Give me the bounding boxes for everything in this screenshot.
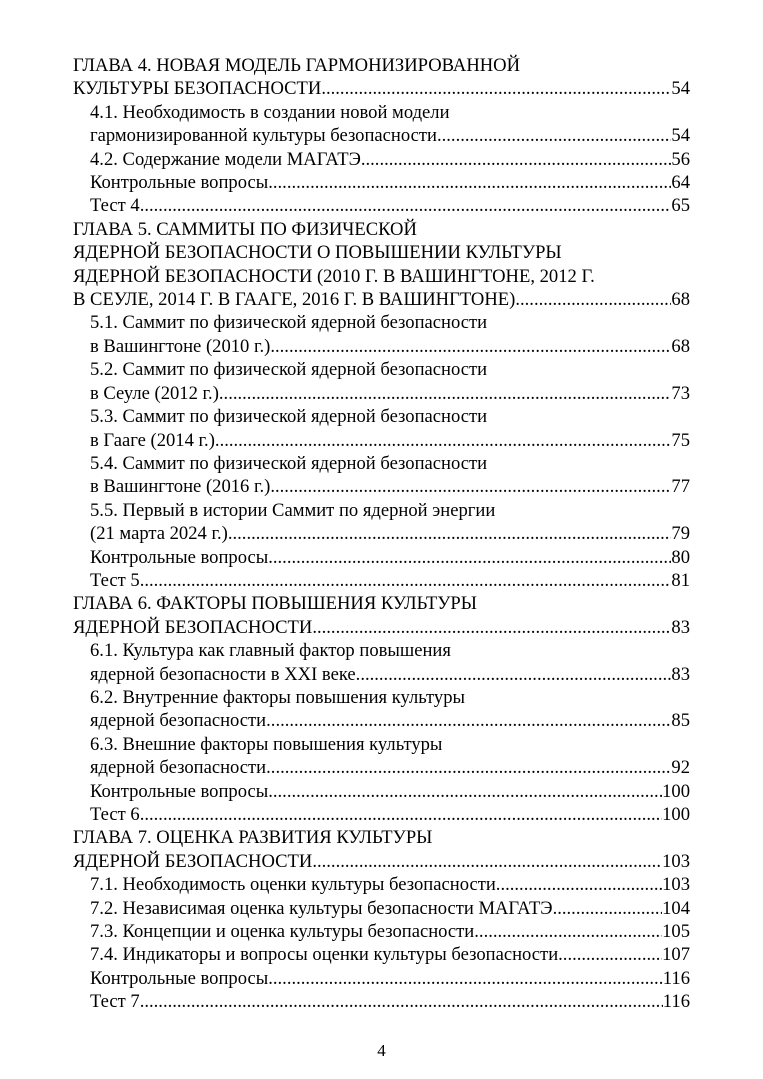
toc-entry-title-line: 5.3. Саммит по физической ядерной безопасности <box>90 406 488 428</box>
toc-entry-title-line: Тест 7 <box>90 991 140 1013</box>
toc-entry-title-line: КУЛЬТУРЫ БЕЗОПАСНОСТИ <box>73 78 322 100</box>
toc-entry-title-line: ЯДЕРНОЙ БЕЗОПАСНОСТИ (2010 Г. В ВАШИНГТОНЕ, 2012 Г. <box>73 265 595 287</box>
toc-chapter-entry <box>73 826 690 873</box>
toc-entry-title-line: ГЛАВА 4. НОВАЯ МОДЕЛЬ ГАРМОНИЗИРОВАННОЙ <box>73 55 521 76</box>
toc-entry-title-line: 5.2. Саммит по физической ядерной безопасности <box>90 359 488 381</box>
toc-page-number: 64 <box>671 172 690 194</box>
toc-section-entry <box>73 897 690 920</box>
dot-leader <box>266 709 671 732</box>
page-number: 4 <box>377 1041 386 1060</box>
toc-page-number: 75 <box>671 429 690 451</box>
toc-entry-title-line: 4.1. Необходимость в создании новой модели <box>90 101 450 123</box>
toc-entry-last-line <box>90 990 690 1013</box>
toc-entry-title-line: 5.1. Саммит по физической ядерной безопасности <box>90 312 488 334</box>
dot-leader <box>515 288 671 311</box>
toc-page-number: 77 <box>671 476 690 498</box>
dot-leader <box>268 780 662 803</box>
toc-entry-title-line: Контрольные вопросы <box>90 967 269 989</box>
dot-leader <box>140 194 672 217</box>
toc-section-entry <box>73 967 690 990</box>
toc-entry-last-line <box>90 522 690 545</box>
toc-chapter-entry <box>73 54 690 101</box>
toc-page-number: 92 <box>671 757 690 779</box>
toc-page-number: 54 <box>671 78 690 100</box>
toc-entry-last-line <box>90 546 690 569</box>
toc-page-number: 83 <box>671 616 690 638</box>
dot-leader <box>553 897 663 920</box>
dot-leader <box>268 967 663 990</box>
dot-leader <box>270 335 671 358</box>
toc-entry-last-line <box>90 194 690 217</box>
toc-entry-title-line: Контрольные вопросы <box>90 546 269 568</box>
toc-entry-last-line <box>90 171 690 194</box>
dot-leader <box>558 943 662 966</box>
toc-entry-last-line <box>90 897 690 920</box>
toc-page-number: 65 <box>671 195 690 217</box>
toc-section-entry <box>73 873 690 896</box>
toc-page-number: 81 <box>671 569 690 591</box>
toc-entry-title-line: Тест 6 <box>90 804 140 825</box>
dot-leader <box>228 522 672 545</box>
dot-leader <box>270 475 671 498</box>
toc-entry-last-line <box>90 756 690 779</box>
toc-section-entry <box>73 101 690 148</box>
toc-entry-title-line: 6.1. Культура как главный фактор повышения <box>90 640 451 662</box>
dot-leader <box>312 850 662 873</box>
toc-entry-title-line: ГЛАВА 5. САММИТЫ ПО ФИЗИЧЕСКОЙ <box>73 218 417 240</box>
toc-entry-title-line: В СЕУЛЕ, 2014 Г. В ГААГЕ, 2016 Г. В ВАШИНГТОНЕ) <box>73 289 516 311</box>
toc-entry-title-line: ядерной безопасности в XXI веке. <box>90 663 361 685</box>
toc-entry-last-line <box>90 709 690 732</box>
toc-section-entry <box>73 405 690 452</box>
dot-leader <box>140 569 672 592</box>
toc-entry-last-line <box>73 616 690 639</box>
toc-page-number: 105 <box>662 921 690 943</box>
toc-entry-title-line: Тест 4 <box>90 195 140 217</box>
toc-entry-title-line: Тест 5 <box>90 569 140 591</box>
toc-entry-title-line: 7.1. Необходимость оценки культуры безопасности <box>90 874 496 896</box>
toc-entry-last-line <box>90 967 690 990</box>
toc-page-number: 73 <box>671 382 690 404</box>
toc-entry-last-line <box>73 77 690 100</box>
toc-entry-last-line <box>90 335 690 358</box>
toc-entry-title-line: 5.5. Первый в истории Саммит по ядерной энергии <box>90 499 496 521</box>
toc-entry-title-line: ЯДЕРНОЙ БЕЗОПАСНОСТИ <box>73 850 313 872</box>
toc-chapter-entry <box>73 218 690 312</box>
toc-section-entry <box>73 686 690 733</box>
dot-leader <box>268 171 671 194</box>
toc-page-number: 103 <box>662 850 690 872</box>
toc-section-entry <box>73 733 690 780</box>
toc-section-entry <box>73 920 690 943</box>
toc-page-number: 103 <box>662 874 690 896</box>
toc-entry-last-line <box>73 288 690 311</box>
toc-page-number: 116 <box>662 967 690 989</box>
dot-leader <box>140 990 663 1013</box>
dot-leader <box>268 546 671 569</box>
toc-page-number: 85 <box>671 710 690 732</box>
toc-entry-title-line: ЯДЕРНОЙ БЕЗОПАСНОСТИ <box>73 616 313 638</box>
toc-page-number: 79 <box>671 523 690 545</box>
toc-page-number: 68 <box>671 335 690 357</box>
toc-entry-title-line: гармонизированной культуры безопасности <box>90 125 437 147</box>
toc-entry-title-line: ЯДЕРНОЙ БЕЗОПАСНОСТИ О ПОВЫШЕНИИ КУЛЬТУРЫ <box>73 242 562 264</box>
table-of-contents <box>73 54 690 1014</box>
toc-entry-title-line: в Сеуле (2012 г.) <box>90 382 219 404</box>
toc-entry-title-line: (21 марта 2024 г.) <box>90 523 228 545</box>
toc-entry-last-line <box>90 803 690 826</box>
toc-entry-title-line: 7.2. Независимая оценка культуры безопасности МАГАТЭ <box>90 897 553 919</box>
toc-entry-last-line <box>90 124 690 147</box>
toc-section-entry <box>73 569 690 592</box>
toc-entry-title-line: Контрольные вопросы <box>90 172 269 194</box>
toc-entry-title-line: ядерной безопасности <box>90 757 267 779</box>
toc-section-entry <box>73 194 690 217</box>
toc-entry-last-line <box>90 429 690 452</box>
dot-leader <box>360 663 671 686</box>
toc-page-number: 80 <box>671 546 690 568</box>
dot-leader <box>219 382 672 405</box>
toc-section-entry <box>73 803 690 826</box>
toc-entry-title-line: 7.4. Индикаторы и вопросы оценки культуры безопасности <box>90 944 559 966</box>
toc-page-number: 54 <box>671 125 690 147</box>
toc-entry-last-line <box>90 382 690 405</box>
toc-entry-title-line: ядерной безопасности <box>90 710 267 732</box>
toc-section-entry <box>73 358 690 405</box>
toc-entry-title-line: Контрольные вопросы <box>90 780 269 802</box>
toc-section-entry <box>73 499 690 546</box>
toc-entry-last-line <box>90 663 690 686</box>
toc-page-number: 100 <box>662 780 690 802</box>
toc-page-number: 68 <box>671 289 690 311</box>
toc-page-number: 100 <box>662 804 690 825</box>
toc-section-entry <box>73 546 690 569</box>
toc-entry-title-line: 6.3. Внешние факторы повышения культуры <box>90 733 443 755</box>
toc-page-number: 116 <box>662 991 690 1013</box>
toc-page-number: 104 <box>662 897 690 919</box>
toc-section-entry <box>73 311 690 358</box>
toc-section-entry <box>73 452 690 499</box>
dot-leader <box>496 873 662 896</box>
toc-section-entry <box>73 780 690 803</box>
toc-section-entry <box>73 148 690 171</box>
toc-entry-last-line <box>90 920 690 943</box>
toc-entry-last-line <box>73 850 690 873</box>
toc-entry-title-line: ГЛАВА 7. ОЦЕНКА РАЗВИТИЯ КУЛЬТУРЫ <box>73 827 433 849</box>
toc-entry-last-line <box>90 475 690 498</box>
dot-leader <box>474 920 662 943</box>
toc-page-number: 107 <box>662 944 690 966</box>
toc-section-entry <box>73 990 690 1013</box>
toc-entry-title-line: 6.2. Внутренние факторы повышения культуры <box>90 686 466 708</box>
toc-entry-title-line: 5.4. Саммит по физической ядерной безопасности <box>90 452 488 474</box>
toc-entry-title-line: в Вашингтоне (2010 г.) <box>90 335 271 357</box>
toc-section-entry <box>73 171 690 194</box>
toc-chapter-entry <box>73 592 690 639</box>
toc-entry-last-line <box>90 943 690 966</box>
toc-entry-last-line <box>90 873 690 896</box>
toc-entry-title-line: ГЛАВА 6. ФАКТОРЫ ПОВЫШЕНИЯ КУЛЬТУРЫ <box>73 593 477 615</box>
dot-leader <box>312 616 671 639</box>
dot-leader <box>266 756 671 779</box>
dot-leader <box>437 124 671 147</box>
toc-entry-last-line <box>90 148 690 171</box>
dot-leader <box>220 429 672 452</box>
toc-entry-title-line: 4.2. Содержание модели МАГАТЭ <box>90 148 361 170</box>
toc-entry-last-line <box>90 569 690 592</box>
dot-leader <box>361 148 672 171</box>
toc-page-number: 56 <box>671 148 690 170</box>
toc-entry-title-line: 7.3. Концепции и оценка культуры безопасности <box>90 921 475 943</box>
toc-entry-title-line: в Гааге (2014 г.). <box>90 429 220 451</box>
toc-section-entry <box>73 639 690 686</box>
dot-leader <box>140 803 662 826</box>
toc-page-number: 83 <box>671 663 690 685</box>
dot-leader <box>321 77 671 100</box>
toc-entry-last-line <box>90 780 690 803</box>
toc-entry-title-line: в Вашингтоне (2016 г.) <box>90 476 271 498</box>
toc-section-entry <box>73 943 690 966</box>
